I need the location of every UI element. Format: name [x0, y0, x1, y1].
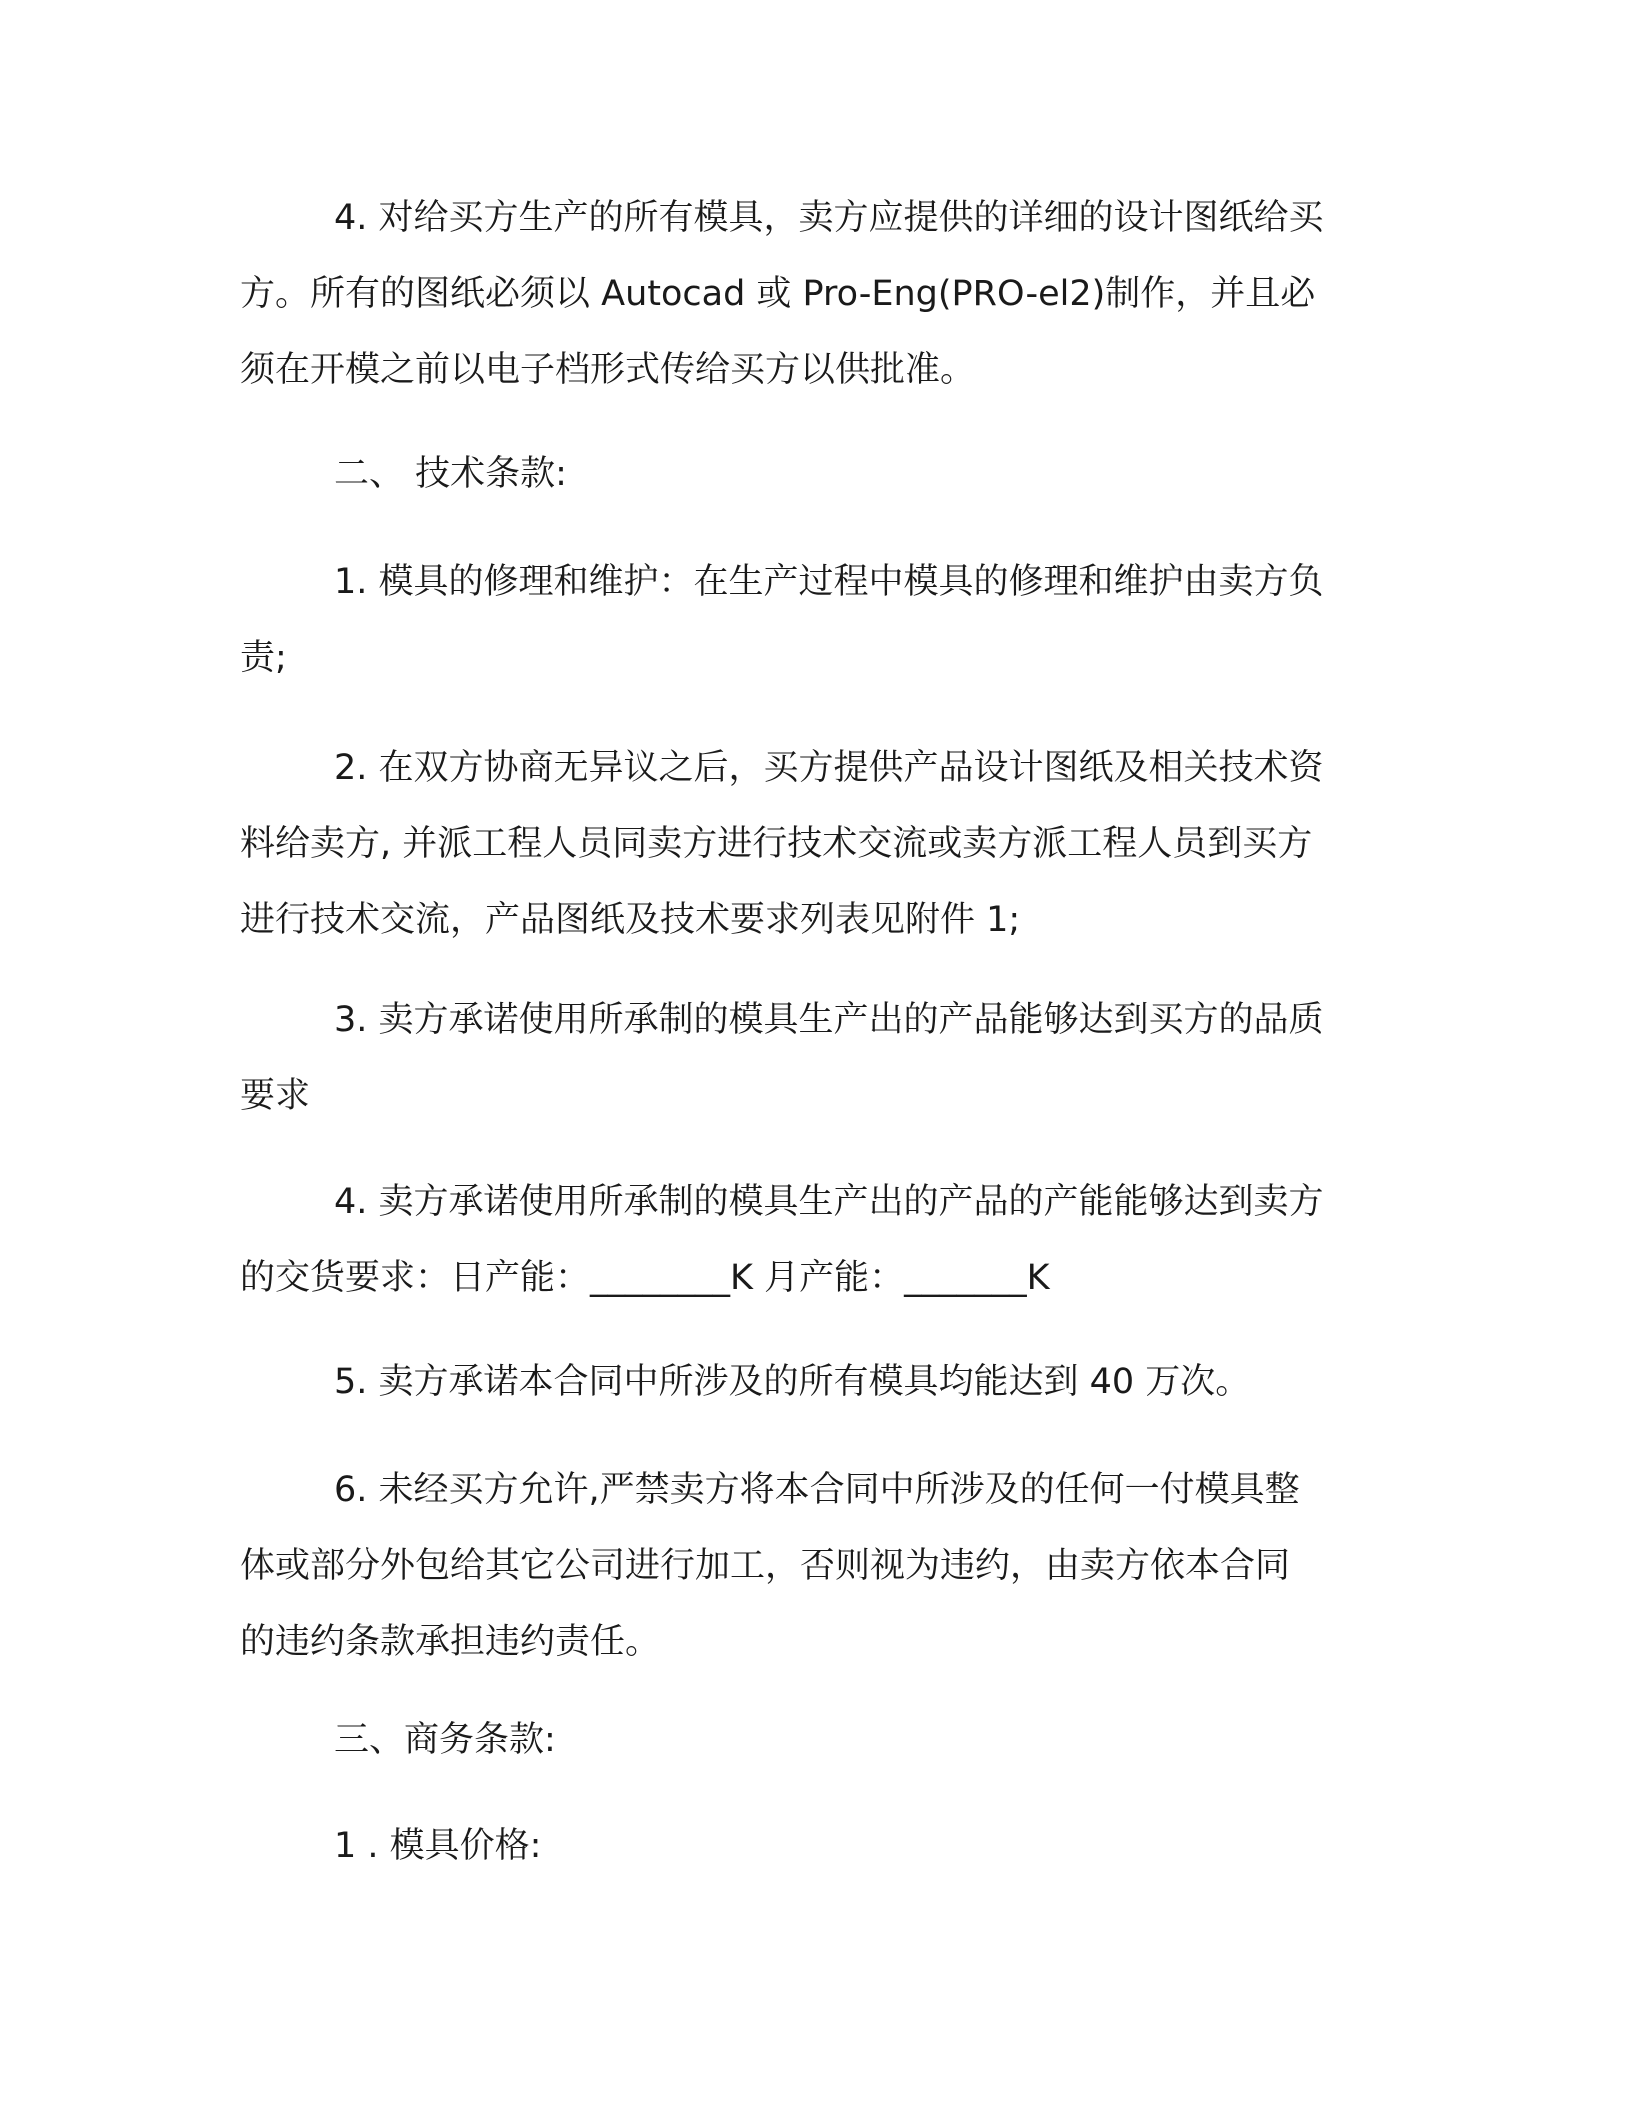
paragraph-capacity-commitment: [240, 1164, 1380, 1316]
paragraph-line: 体或部分外包给其它公司进行加工，否则视为违约，由卖方依本合同: [240, 1546, 1291, 1586]
paragraph-quality-commitment: [240, 982, 1380, 1134]
paragraph-line: 3. 卖方承诺使用所承制的模具生产出的产品能够达到买方的品质: [334, 1000, 1324, 1040]
paragraph-line: 5. 卖方承诺本合同中所涉及的所有模具均能达到 40 万次。: [334, 1362, 1251, 1402]
section-heading-commercial-terms: [240, 1702, 1380, 1778]
paragraph-line: 的交货要求：日产能：________K 月产能：_______K: [240, 1258, 1050, 1298]
paragraph-line: 2. 在双方协商无异议之后，买方提供产品设计图纸及相关技术资: [334, 748, 1324, 788]
paragraph-technical-exchange: [240, 730, 1380, 958]
paragraph-mold-repair: [240, 544, 1380, 696]
paragraph-line: 的违约条款承担违约责任。: [240, 1622, 661, 1662]
paragraph-mold-lifetime: [240, 1344, 1380, 1420]
paragraph-line: 责;: [240, 638, 287, 678]
paragraph-line: 4. 对给买方生产的所有模具，卖方应提供的详细的设计图纸给买: [334, 198, 1324, 238]
paragraph-line: 方。所有的图纸必须以 Autocad 或 Pro-Eng(PRO-el2)制作，并且必: [240, 274, 1316, 314]
paragraph-outsourcing-ban: [240, 1452, 1380, 1680]
paragraph-design-drawings: [240, 180, 1380, 408]
paragraph-line: 料给卖方, 并派工程人员同卖方进行技术交流或卖方派工程人员到买方: [240, 824, 1313, 864]
paragraph-line: 要求: [240, 1076, 311, 1116]
paragraph-line: 4. 卖方承诺使用所承制的模具生产出的产品的产能能够达到卖方: [334, 1182, 1324, 1222]
paragraph-line: 1. 模具的修理和维护：在生产过程中模具的修理和维护由卖方负: [334, 562, 1324, 602]
paragraph-line: 1 . 模具价格:: [334, 1826, 542, 1866]
paragraph-line: 6. 未经买方允许,严禁卖方将本合同中所涉及的任何一付模具整: [334, 1470, 1300, 1510]
paragraph-mold-price: [240, 1808, 1380, 1884]
section-heading-text: 三、商务条款:: [334, 1720, 556, 1760]
paragraph-line: 进行技术交流，产品图纸及技术要求列表见附件 1;: [240, 900, 1021, 940]
paragraph-line: 须在开模之前以电子档形式传给买方以供批准。: [240, 350, 976, 390]
section-heading-text: 二、 技术条款:: [334, 454, 567, 494]
section-heading-technical-terms: [240, 436, 1380, 512]
